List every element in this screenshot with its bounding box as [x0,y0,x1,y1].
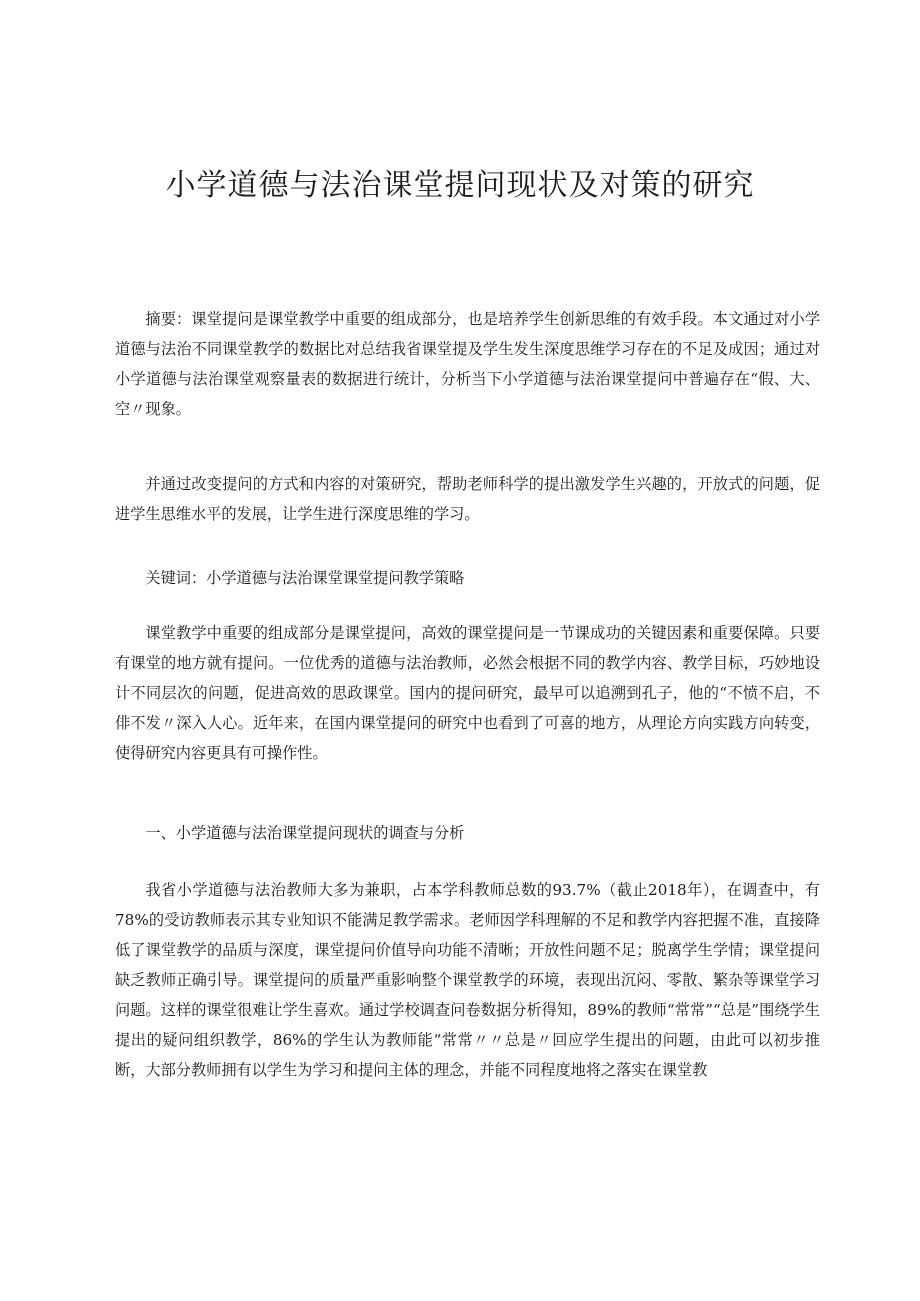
keywords-line: 关键词：小学道德与法治课堂课堂提问教学策略 [145,569,465,587]
section-heading: 一、小学道德与法治课堂提问现状的调查与分析 [145,824,465,842]
abstract-continuation-paragraph: 并通过改变提问的方式和内容的对策研究，帮助老师科学的提出激发学生兴趣的，开放式的问题，促进学生思维水平的发展，让学生进行深度思维的学习。 [115,475,820,523]
document-title: 小学道德与法治课堂提问现状及对策的研究 [165,168,755,203]
survey-paragraph: 我省小学道德与法治教师大多为兼职，占本学科教师总数的93.7%（截止2018年），在调查中，有78%的受访教师表示其专业知识不能满足教学需求。老师因学科理解的不足和教学内容把握不准，直接降低了课堂教学的品质与深度，课堂提问价值导向功能不清晰；开放性问题不足；脱离学生学情；课堂提问缺乏教师正确引导。课堂提问的质量严重影响整个课堂教学的环境，表现出沉闷、零散、繁杂等课堂学习问题。这样的课堂很难让学生喜欢。通过学校调查问卷数据分析得知，89%的教师“常常”“总是”围绕学生提出的疑问组织教学，86%的学生认为教师能“常常〃〃总是〃回应学生提出的问题，由此可以初步推断，大部分教师拥有以学生为学习和提问主体的理念，并能不同程度地将之落实在课堂教 [115,881,820,1079]
introduction-paragraph: 课堂教学中重要的组成部分是课堂提问，高效的课堂提问是一节课成功的关键因素和重要保障。只要有课堂的地方就有提问。一位优秀的道德与法治教师，必然会根据不同的教学内容、教学目标，巧妙地设计不同层次的问题，促进高效的思政课堂。国内的提问研究，最早可以追溯到孔子，他的“不愤不启，不俳不发〃深入人心。近年来，在国内课堂提问的研究中也看到了可喜的地方，从理论方向实践方向转变，使得研究内容更具有可操作性。 [115,624,820,762]
abstract-paragraph: 摘要：课堂提问是课堂教学中重要的组成部分，也是培养学生创新思维的有效手段。本文通过对小学道德与法治不同课堂教学的数据比对总结我省课堂提及学生发生深度思维学习存在的不足及成因；通过对小学道德与法治课堂观察量表的数据进行统计，分析当下小学道德与法治课堂提问中普遍存在“假、大、空〃现象。 [115,310,820,418]
